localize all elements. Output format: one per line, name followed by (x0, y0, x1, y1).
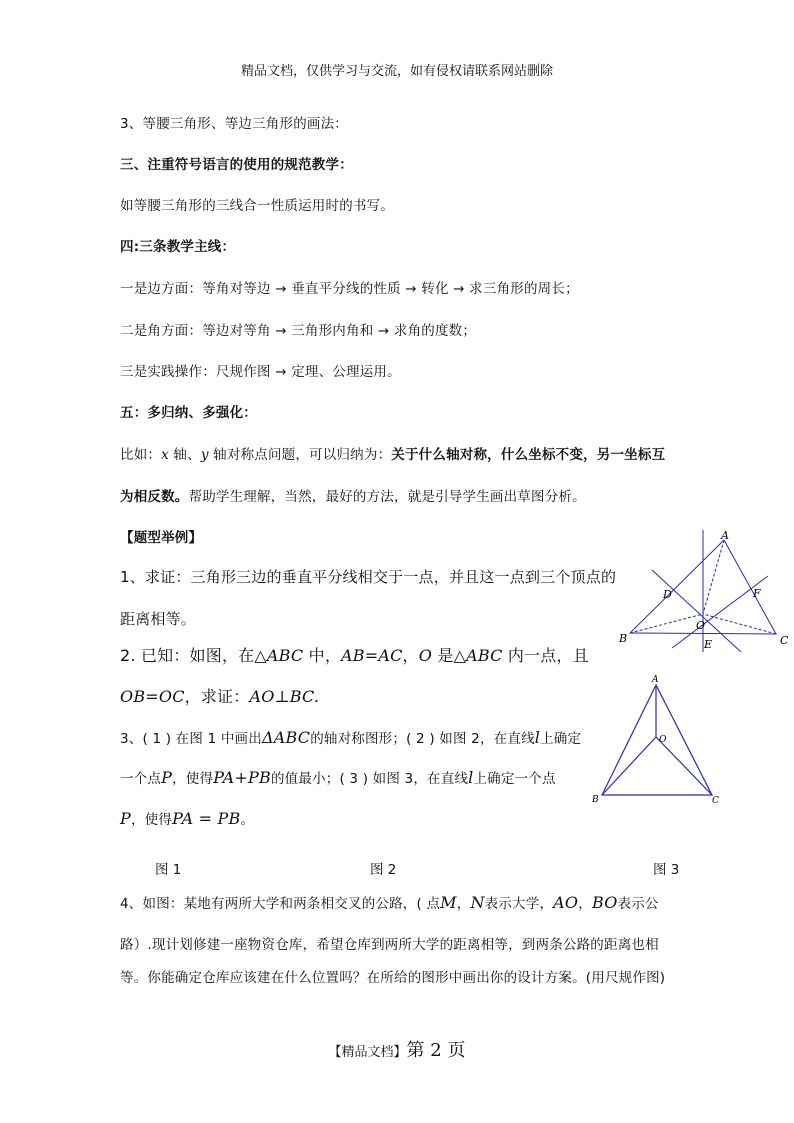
p2-tri2: △ABC (453, 646, 503, 665)
problem-1-line-2: 距离相等。 (120, 610, 197, 628)
eg-x: x (161, 447, 169, 463)
section-5-title: 五：多归纳、多强化： (120, 405, 257, 421)
p4-bo: BO (591, 893, 618, 912)
fig2-label-b: B (592, 795, 599, 805)
eg-b: 轴、 (168, 447, 201, 463)
p2-eq1: AB=AC (341, 646, 403, 665)
p3-l1: l (534, 728, 541, 747)
p3-f: 的值最小；( 3 ) 如图 3，在直线 (270, 771, 469, 787)
p2-line2a: OB=OC (120, 687, 185, 706)
section-3-body: 如等腰三角形的三线合一性质运用时的书写。 (120, 198, 394, 214)
mainline-3: 三是实践操作：尺规作图 → 定理、公理运用。 (120, 364, 401, 380)
p2-line2c: AO⊥BC. (249, 687, 320, 706)
mainline-2: 二是角方面：等边对等角 → 三角形内角和 → 求角的度数； (120, 323, 477, 339)
fig1-label-e: E (704, 638, 713, 651)
p4-sep: ， (456, 896, 471, 912)
p3-sum: PA+PB (213, 768, 271, 787)
p4-m: M (440, 893, 457, 912)
p3-p2: P (120, 809, 131, 828)
p2-tri1: △ABC (254, 646, 304, 665)
item-3-drawing: 3、等腰三角形、等边三角形的画法： (120, 116, 348, 132)
problem-3-line-1 (120, 727, 581, 747)
p3-d: 一个点 (120, 771, 162, 787)
fig1-label-f: F (753, 587, 761, 600)
problem-2-line-1 (120, 643, 589, 666)
eg-y: y (200, 447, 209, 463)
fig1-oa (703, 540, 724, 614)
p3-i: 。 (240, 812, 255, 828)
p2-o: O (418, 646, 433, 665)
figure-label-3: 图 3 (653, 862, 680, 878)
footer-label: 【精品文档】 (328, 1045, 407, 1060)
fig2-label-o: O (659, 735, 667, 745)
p3-a: 3、( 1 ) 在图 1 中画出 (120, 731, 262, 747)
p3-g: 上确定一个点 (473, 771, 556, 787)
problem-2-line-2 (120, 684, 319, 707)
section-3-title: 三、注重符号语言的使用的规范教学： (120, 157, 353, 173)
eg-c: 轴对称点问题，可以归纳为： (208, 447, 392, 463)
page-header: 精品文档，仅供学习与交流，如有侵权请联系网站删除 (240, 64, 553, 79)
p4-b: 表示大学， (484, 896, 554, 912)
problem-4-line-3: 等。你能确定仓库应该建在什么位置吗？在所给的图形中画出你的设计方案。(用尺规作图) (120, 970, 666, 986)
p2-e: 内一点，且 (502, 646, 589, 665)
fig2-bo (602, 737, 656, 795)
fig1-label-c: C (780, 634, 789, 647)
p4-c: 表示公 (617, 896, 659, 912)
fig2-label-c: C (712, 796, 719, 806)
eg-bold-2: 为相反数。 (120, 489, 189, 505)
p3-c: 上确定 (540, 731, 582, 747)
footer-page-number: 第 2 页 (406, 1040, 466, 1061)
fig1-label-b: B (619, 632, 628, 645)
p3-eq: PA = PB (172, 809, 241, 828)
problem-4-line-2: 路）.现计划修建一座物资仓库，希望仓库到两所大学的距离相等，到两条公路的距离也相 (120, 937, 659, 953)
p2-c: ， (402, 646, 419, 665)
p4-n: N (470, 893, 485, 912)
p3-e: ，使得 (172, 771, 214, 787)
p4-a: 4、如图：某地有两所大学和两条相交叉的公路，( 点 (120, 896, 441, 912)
problem-3-line-3 (120, 808, 254, 828)
p3-l2: l (468, 768, 474, 787)
p2-line2b: ，求证： (184, 687, 250, 706)
fig1-ob (630, 614, 706, 633)
fig1-label-d: D (663, 588, 672, 601)
p2-d: 是 (432, 646, 454, 665)
figure-label-2: 图 2 (370, 862, 397, 878)
figure-label-1: 图 1 (155, 862, 182, 878)
eg-a: 比如： (120, 447, 162, 463)
mainline-1: 一是边方面：等角对等边 → 垂直平分线的性质 → 转化 → 求三角形的周长； (120, 281, 579, 297)
fig1-label-a: A (721, 529, 729, 542)
p3-p1: P (161, 768, 173, 787)
problem-4-line-1 (120, 892, 659, 912)
p3-tri: ΔABC (261, 728, 311, 747)
problem-3-line-2 (120, 767, 556, 787)
fig1-bisector-ab (652, 570, 741, 652)
problem-1-line-1: 1、求证：三角形三边的垂直平分线相交于一点，并且这一点到三个顶点的 (120, 568, 617, 586)
p2-b: 中， (303, 646, 342, 665)
section-4-title: 四:三条教学主线： (120, 239, 236, 255)
p4-ao: AO (553, 893, 579, 912)
p3-h: ，使得 (130, 812, 173, 828)
examples-title: 【题型举例】 (120, 530, 203, 546)
p3-b: 的轴对称图形；( 2 ) 如图 2，在直线 (310, 731, 535, 747)
figure-triangle-o (588, 672, 728, 808)
example-line-2 (120, 485, 586, 505)
example-line-1 (120, 443, 665, 463)
page-footer (0, 1036, 794, 1062)
figure-perpendicular-bisectors (612, 525, 794, 655)
p2-a: 2. 已知：如图，在 (120, 646, 255, 665)
fig1-label-o: O (696, 619, 706, 632)
p4-sep2: ， (578, 896, 592, 912)
fig2-co (656, 737, 712, 795)
fig2-label-a: A (652, 675, 659, 685)
eg-d: 帮助学生理解，当然，最好的方法，就是引导学生画出草图分析。 (188, 489, 586, 505)
eg-bold-1: 关于什么轴对称，什么坐标不变，另一坐标互 (391, 447, 666, 463)
